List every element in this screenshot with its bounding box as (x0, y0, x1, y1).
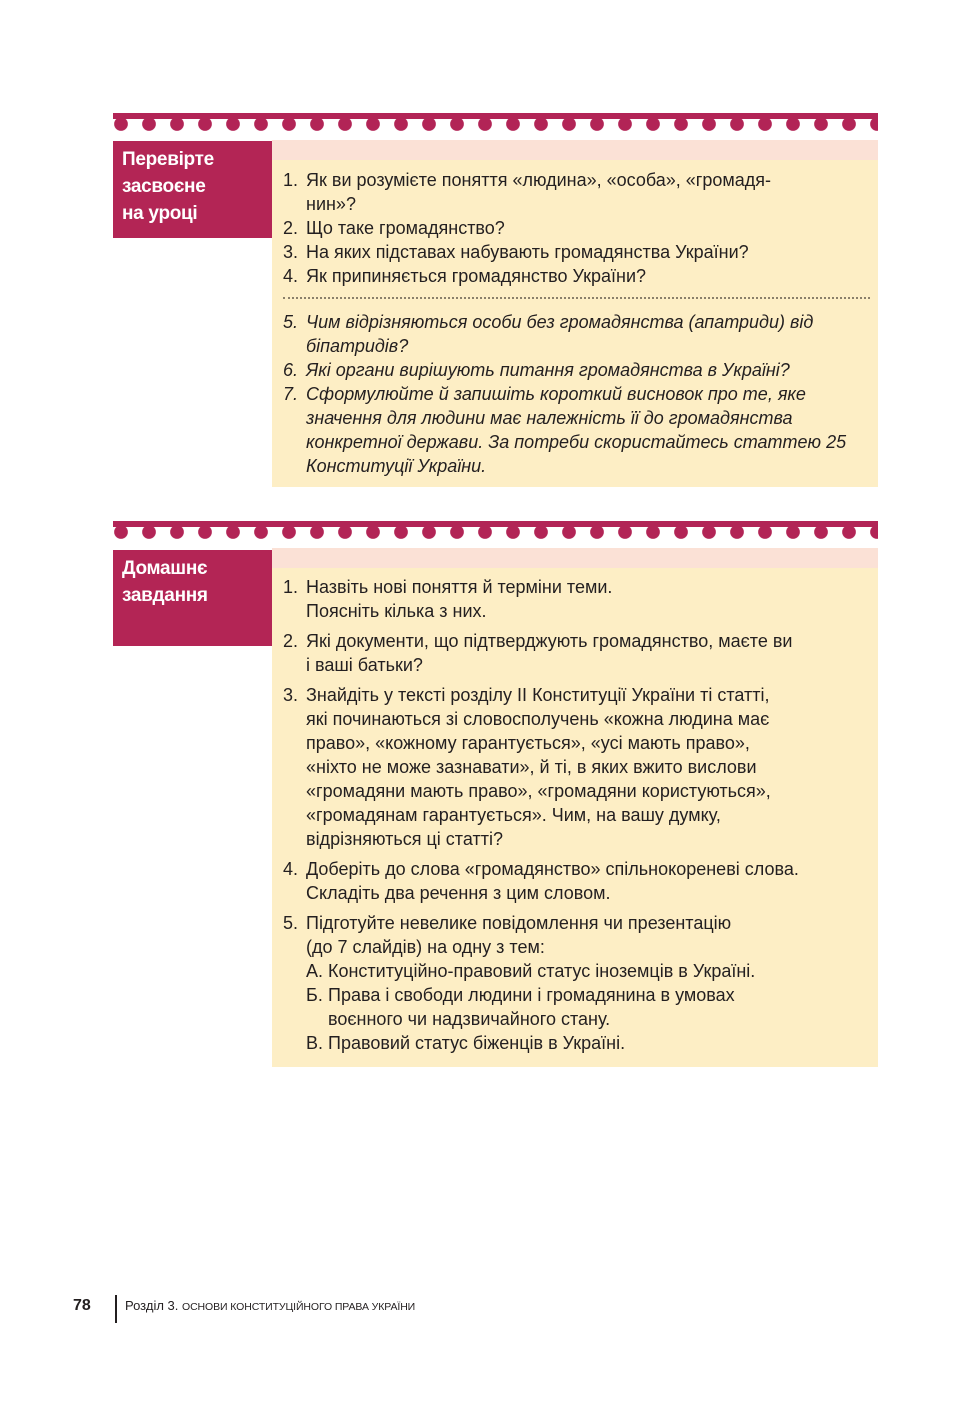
task-text: які починаються зі словосполучень «кожна людина має (306, 709, 770, 729)
topic-letter: А. (306, 961, 324, 981)
check-label (113, 141, 272, 238)
topic-letter: Б. (306, 985, 323, 1005)
label-line: Перевірте (122, 149, 214, 170)
section-label: Розділ 3. (125, 1298, 179, 1313)
task-number: 1. (283, 577, 299, 597)
scalloped-border (113, 524, 878, 540)
task-item (283, 683, 870, 851)
task-number: 3. (283, 685, 299, 705)
question-text: На яких підставах набувають громадянства України? (306, 242, 749, 262)
question-number: 6. (283, 360, 299, 380)
section-title: ОСНОВИ КОНСТИТУЦІЙНОГО ПРАВА УКРАЇНИ (182, 1301, 416, 1313)
footer-divider (115, 1295, 117, 1323)
question-item (283, 382, 870, 478)
task-number: 2. (283, 631, 299, 651)
label-line: на уроці (122, 203, 198, 224)
question-item (283, 310, 870, 358)
task-text: «громадянам гарантується». Чим, на вашу думку, (306, 805, 721, 825)
task-item (283, 629, 870, 677)
question-item (283, 168, 870, 216)
task-text: відрізняються ці статті? (306, 829, 503, 849)
homework-section (113, 521, 878, 1067)
label-line: Домашнє (122, 558, 208, 579)
task-number: 4. (283, 859, 299, 879)
question-text: значення для людини має належність її до громадянства (306, 408, 793, 428)
task-text: Назвіть нові поняття й терміни теми. (306, 577, 613, 597)
question-text: Як припиняється громадянство України? (306, 266, 647, 286)
topic-item (306, 983, 870, 1031)
task-text: Підготуйте невелике повідомлення чи презентацію (306, 913, 732, 933)
question-number: 7. (283, 384, 299, 404)
task-text: Знайдіть у тексті розділу ІІ Конституції України ті статті, (306, 685, 770, 705)
topic-text: Правовий статус біженців в Україні. (328, 1033, 626, 1053)
question-item (283, 358, 870, 382)
question-number: 5. (283, 312, 299, 332)
scalloped-border (113, 116, 878, 132)
topic-text: Права і свободи людини і громадянина в умовах (328, 985, 735, 1005)
check-questions (272, 160, 878, 487)
task-text: право», «кожному гарантується», «усі мають право», (306, 733, 750, 753)
task-text: (до 7 слайдів) на одну з тем: (306, 937, 545, 957)
task-text: «громадяни мають право», «громадяни користуються», (306, 781, 771, 801)
question-text: Як ви розумієте поняття «людина», «особа», «громадя- (306, 170, 771, 190)
pink-band (272, 548, 878, 568)
homework-label (113, 550, 272, 646)
question-text: Конституції України. (306, 456, 487, 476)
question-item (283, 216, 870, 240)
question-text: Сформулюйте й запишіть короткий висновок про те, яке (306, 384, 806, 404)
question-item (283, 240, 870, 264)
question-text: нин»? (306, 194, 356, 214)
topic-item (306, 1031, 870, 1055)
topic-text: Конституційно-правовий статус іноземців в Україні. (328, 961, 756, 981)
question-text: Які органи вирішують питання громадянства в Україні? (306, 360, 790, 380)
task-number: 5. (283, 913, 299, 933)
task-item (283, 911, 870, 1055)
topic-text: воєнного чи надзвичайного стану. (328, 1009, 611, 1029)
question-number: 2. (283, 218, 299, 238)
dotted-divider (283, 297, 870, 299)
task-text: і ваші батьки? (306, 655, 423, 675)
footer-section (125, 1298, 415, 1313)
homework-tasks (272, 568, 878, 1067)
topic-letter: В. (306, 1033, 324, 1053)
question-item (283, 264, 870, 288)
task-text: Які документи, що підтверджують громадянство, маєте ви (306, 631, 793, 651)
label-line: завдання (122, 585, 208, 606)
page-number: 78 (73, 1297, 91, 1314)
task-text: Складіть два речення з цим словом. (306, 883, 611, 903)
task-item (283, 857, 870, 905)
question-text: конкретної держави. За потреби скористайтесь статтею 25 (306, 432, 847, 452)
question-number: 1. (283, 170, 299, 190)
question-text: Що таке громадянство? (306, 218, 505, 238)
pink-band (272, 140, 878, 160)
label-line: засвоєне (122, 176, 206, 197)
question-number: 3. (283, 242, 299, 262)
task-text: Поясніть кілька з них. (306, 601, 487, 621)
task-text: Доберіть до слова «громадянство» спільнокореневі слова. (306, 859, 799, 879)
task-text: «ніхто не може зазнавати», й ті, в яких вжито вислови (306, 757, 757, 777)
task-item (283, 575, 870, 623)
question-number: 4. (283, 266, 299, 286)
check-section (113, 113, 878, 487)
question-text: Чим відрізняються особи без громадянства (апатриди) від (306, 312, 814, 332)
question-text: біпатридів? (306, 336, 409, 356)
topic-item (306, 959, 870, 983)
